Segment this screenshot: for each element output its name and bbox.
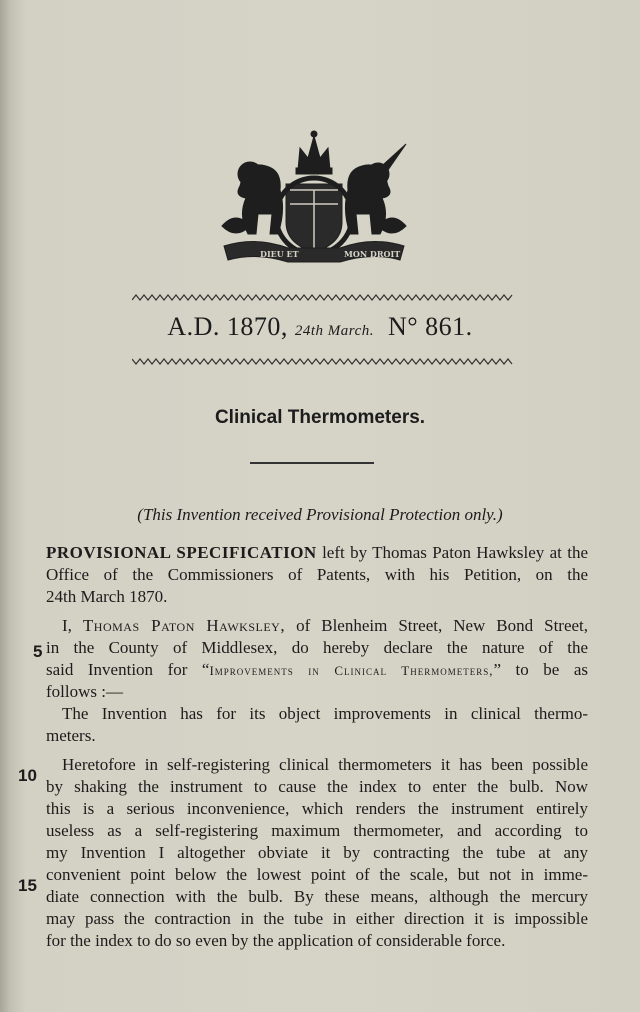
para3-line-3: this is a serious inconvenience, which renders the instrument entirely (46, 799, 588, 818)
specification-body (46, 542, 588, 952)
header-date: 24th March. (294, 323, 374, 339)
line-number-15: 15 (18, 876, 37, 895)
line-number-5: 5 (33, 642, 43, 661)
motto-left: DIEU ET (260, 249, 299, 259)
spec-line-3: 24th March 1870. (46, 587, 168, 606)
para1-line-2: in the County of Middlesex, do hereby declare the nature of the (46, 638, 588, 657)
spec-line-1-text: left by Thomas Paton Hawksley at the (322, 543, 589, 562)
para3-line-2: by shaking the instrument to cause the index to enter the bulb. Now (46, 777, 588, 796)
para3-line-6: convenient point below the lowest point of the scale, but not in imme- (46, 865, 588, 884)
para2-line-2: meters. (46, 726, 96, 745)
spec-heading: PROVISIONAL SPECIFICATION (46, 543, 317, 562)
royal-coat-of-arms-icon (216, 130, 412, 266)
para1-line-4: follows :— (46, 682, 123, 701)
header-year: 1870, (226, 312, 288, 341)
para3-line-9: for the index to do so even by the application of considerable force. (46, 931, 506, 950)
para3-line-5: my Invention I altogether obviate it by contracting the tube at any (46, 843, 588, 862)
para3-line-7: diate connection with the bulb. By these means, although the mercury (46, 887, 588, 906)
invention-name: Improvements in Clinical Thermometers, (209, 663, 494, 678)
document-title: Clinical Thermometers. (214, 407, 426, 428)
para3-line-4: useless as a self-registering maximum thermometer, and according to (46, 821, 588, 840)
para1-line-1: I, Thomas Paton Hawksley, of Blenheim Street, New Bond Street, (62, 616, 589, 635)
protection-note: (This Invention received Provisional Protection only.) (137, 505, 503, 524)
ornamental-rule-bottom (132, 356, 514, 366)
inventor-name: Thomas Paton Hawksley, (82, 616, 286, 635)
para1-line-3: said Invention for “Improvements in Clinical Thermometers,” to be as (46, 660, 588, 679)
header-number: N° 861. (387, 312, 473, 341)
spec-line-2: Office of the Commissioners of Patents, with his Petition, on the (46, 565, 588, 584)
para3-line-8: may pass the contraction in the tube in either direction it is impossible (46, 909, 588, 928)
ornamental-rule-top (132, 292, 514, 302)
patent-header (0, 312, 640, 342)
para2-line-1: The Invention has for its object improvements in clinical thermo- (62, 704, 588, 723)
motto-right: MON DROIT (344, 249, 401, 259)
spec-line-1 (46, 542, 588, 564)
para3-line-1: Heretofore in self-registering clinical thermometers it has been possible (62, 755, 588, 774)
line-number-10: 10 (18, 766, 37, 785)
header-ad: A.D. (167, 312, 220, 341)
title-divider (250, 462, 374, 464)
